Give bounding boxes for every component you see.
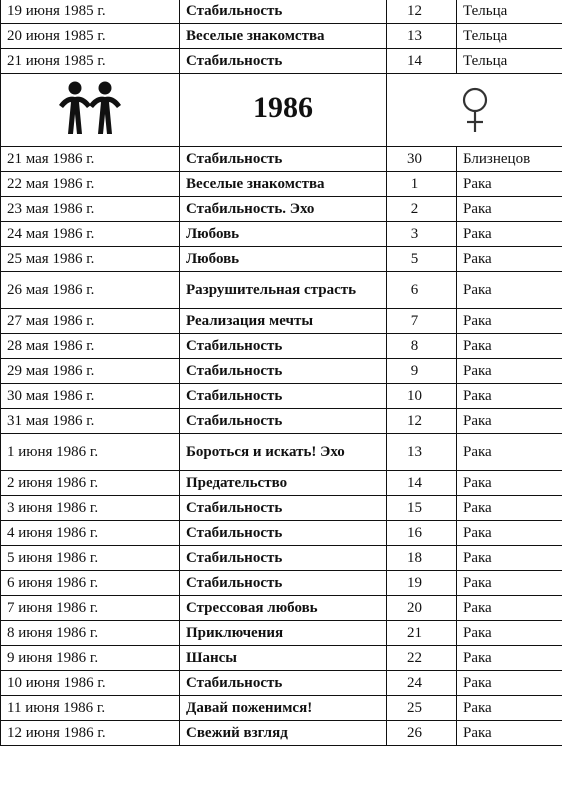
- date-cell: 24 мая 1986 г.: [1, 222, 180, 247]
- zodiac-sign-cell: Рака: [457, 671, 562, 696]
- event-cell: Стабильность: [180, 0, 387, 24]
- date-cell: 11 июня 1986 г.: [1, 696, 180, 721]
- event-cell: Приключения: [180, 621, 387, 646]
- date-cell: 22 мая 1986 г.: [1, 172, 180, 197]
- zodiac-sign-cell: Рака: [457, 247, 562, 272]
- zodiac-sign-cell: Рака: [457, 721, 562, 746]
- date-cell: 30 мая 1986 г.: [1, 384, 180, 409]
- event-cell: Любовь: [180, 247, 387, 272]
- twins-gemini-icon: [58, 81, 122, 139]
- event-cell: Стабильность: [180, 571, 387, 596]
- zodiac-sign-cell: Рака: [457, 172, 562, 197]
- table-body-1985: [1, 0, 562, 74]
- table-row: [1, 197, 562, 222]
- table-row: [1, 471, 562, 496]
- zodiac-sign-cell: Рака: [457, 409, 562, 434]
- table-row: [1, 147, 562, 172]
- date-cell: 25 мая 1986 г.: [1, 247, 180, 272]
- date-cell: 9 июня 1986 г.: [1, 646, 180, 671]
- table-row: [1, 646, 562, 671]
- table-body-1986: [1, 147, 562, 746]
- number-cell: 20: [387, 596, 457, 621]
- table-row: [1, 334, 562, 359]
- year-title: 1986: [253, 90, 313, 124]
- year-header-section: [1, 74, 562, 147]
- zodiac-sign-cell: Рака: [457, 384, 562, 409]
- zodiac-sign-cell: Рака: [457, 471, 562, 496]
- zodiac-sign-cell: Рака: [457, 272, 562, 309]
- zodiac-sign-cell: Рака: [457, 546, 562, 571]
- date-cell: 27 мая 1986 г.: [1, 309, 180, 334]
- zodiac-sign-cell: Близнецов: [457, 147, 562, 172]
- zodiac-sign-cell: Рака: [457, 621, 562, 646]
- event-cell: Любовь: [180, 222, 387, 247]
- date-cell: 1 июня 1986 г.: [1, 434, 180, 471]
- number-cell: 15: [387, 496, 457, 521]
- event-cell: Предательство: [180, 471, 387, 496]
- number-cell: 14: [387, 471, 457, 496]
- number-cell: 30: [387, 147, 457, 172]
- event-cell: Реализация мечты: [180, 309, 387, 334]
- zodiac-sign-cell: Рака: [457, 359, 562, 384]
- number-cell: 12: [387, 409, 457, 434]
- number-cell: 6: [387, 272, 457, 309]
- table-row: [1, 359, 562, 384]
- number-cell: 22: [387, 646, 457, 671]
- date-cell: 5 июня 1986 г.: [1, 546, 180, 571]
- event-cell: Бороться и искать! Эхо: [180, 434, 387, 471]
- date-cell: 8 июня 1986 г.: [1, 621, 180, 646]
- date-cell: 2 июня 1986 г.: [1, 471, 180, 496]
- number-cell: 26: [387, 721, 457, 746]
- event-cell: Стабильность: [180, 49, 387, 74]
- table-row: [1, 721, 562, 746]
- date-cell: 23 мая 1986 г.: [1, 197, 180, 222]
- number-cell: 21: [387, 621, 457, 646]
- zodiac-sign-cell: Рака: [457, 197, 562, 222]
- table-row: [1, 309, 562, 334]
- zodiac-sign-cell: Рака: [457, 521, 562, 546]
- table-row: [1, 521, 562, 546]
- date-cell: 12 июня 1986 г.: [1, 721, 180, 746]
- number-cell: 13: [387, 434, 457, 471]
- year-header-left-cell: [1, 74, 180, 147]
- number-cell: 7: [387, 309, 457, 334]
- event-cell: Стабильность. Эхо: [180, 197, 387, 222]
- number-cell: 12: [387, 0, 457, 24]
- zodiac-sign-cell: Тельца: [457, 49, 562, 74]
- zodiac-sign-cell: Рака: [457, 334, 562, 359]
- event-cell: Стабильность: [180, 359, 387, 384]
- year-header-cell: [180, 74, 387, 147]
- event-cell: Веселые знакомства: [180, 24, 387, 49]
- event-cell: Веселые знакомства: [180, 172, 387, 197]
- zodiac-sign-cell: Рака: [457, 434, 562, 471]
- number-cell: 16: [387, 521, 457, 546]
- number-cell: 1: [387, 172, 457, 197]
- event-cell: Шансы: [180, 646, 387, 671]
- table-row: [1, 409, 562, 434]
- number-cell: 18: [387, 546, 457, 571]
- number-cell: 3: [387, 222, 457, 247]
- zodiac-sign-cell: Тельца: [457, 0, 562, 24]
- number-cell: 13: [387, 24, 457, 49]
- event-cell: Стабильность: [180, 409, 387, 434]
- event-cell: Стабильность: [180, 384, 387, 409]
- zodiac-sign-cell: Рака: [457, 309, 562, 334]
- table-row: [1, 671, 562, 696]
- number-cell: 24: [387, 671, 457, 696]
- number-cell: 14: [387, 49, 457, 74]
- zodiac-sign-cell: Рака: [457, 646, 562, 671]
- table-row: [1, 496, 562, 521]
- zodiac-sign-cell: Тельца: [457, 24, 562, 49]
- number-cell: 10: [387, 384, 457, 409]
- table-row: [1, 596, 562, 621]
- zodiac-sign-cell: Рака: [457, 596, 562, 621]
- date-cell: 19 июня 1985 г.: [1, 0, 180, 24]
- date-cell: 4 июня 1986 г.: [1, 521, 180, 546]
- table-row: [1, 172, 562, 197]
- zodiac-sign-cell: Рака: [457, 222, 562, 247]
- date-cell: 3 июня 1986 г.: [1, 496, 180, 521]
- table-row: [1, 0, 562, 24]
- zodiac-sign-cell: Рака: [457, 696, 562, 721]
- number-cell: 2: [387, 197, 457, 222]
- number-cell: 8: [387, 334, 457, 359]
- year-header-row: [1, 74, 562, 147]
- table-row: [1, 272, 562, 309]
- zodiac-sign-cell: Рака: [457, 571, 562, 596]
- table-row: [1, 696, 562, 721]
- event-cell: Стабильность: [180, 546, 387, 571]
- table-row: [1, 222, 562, 247]
- event-cell: Свежий взгляд: [180, 721, 387, 746]
- number-cell: 5: [387, 247, 457, 272]
- year-header-right-cell: [387, 74, 562, 147]
- number-cell: 19: [387, 571, 457, 596]
- table-row: [1, 621, 562, 646]
- date-cell: 29 мая 1986 г.: [1, 359, 180, 384]
- date-cell: 10 июня 1986 г.: [1, 671, 180, 696]
- venus-female-symbol-icon: [458, 86, 492, 134]
- zodiac-sign-cell: Рака: [457, 496, 562, 521]
- date-cell: 31 мая 1986 г.: [1, 409, 180, 434]
- event-cell: Стабильность: [180, 671, 387, 696]
- table-row: [1, 24, 562, 49]
- date-cell: 20 июня 1985 г.: [1, 24, 180, 49]
- table-row: [1, 434, 562, 471]
- date-cell: 28 мая 1986 г.: [1, 334, 180, 359]
- event-cell: Стабильность: [180, 521, 387, 546]
- table-row: [1, 571, 562, 596]
- event-cell: Стрессовая любовь: [180, 596, 387, 621]
- number-cell: 25: [387, 696, 457, 721]
- table-row: [1, 546, 562, 571]
- table-row: [1, 247, 562, 272]
- number-cell: 9: [387, 359, 457, 384]
- date-cell: 21 июня 1985 г.: [1, 49, 180, 74]
- event-cell: Давай поженимся!: [180, 696, 387, 721]
- event-cell: Стабильность: [180, 147, 387, 172]
- event-cell: Разрушительная страсть: [180, 272, 387, 309]
- date-cell: 21 мая 1986 г.: [1, 147, 180, 172]
- date-cell: 7 июня 1986 г.: [1, 596, 180, 621]
- date-cell: 6 июня 1986 г.: [1, 571, 180, 596]
- date-cell: 26 мая 1986 г.: [1, 272, 180, 309]
- table-row: [1, 49, 562, 74]
- table-row: [1, 384, 562, 409]
- event-cell: Стабильность: [180, 334, 387, 359]
- event-cell: Стабильность: [180, 496, 387, 521]
